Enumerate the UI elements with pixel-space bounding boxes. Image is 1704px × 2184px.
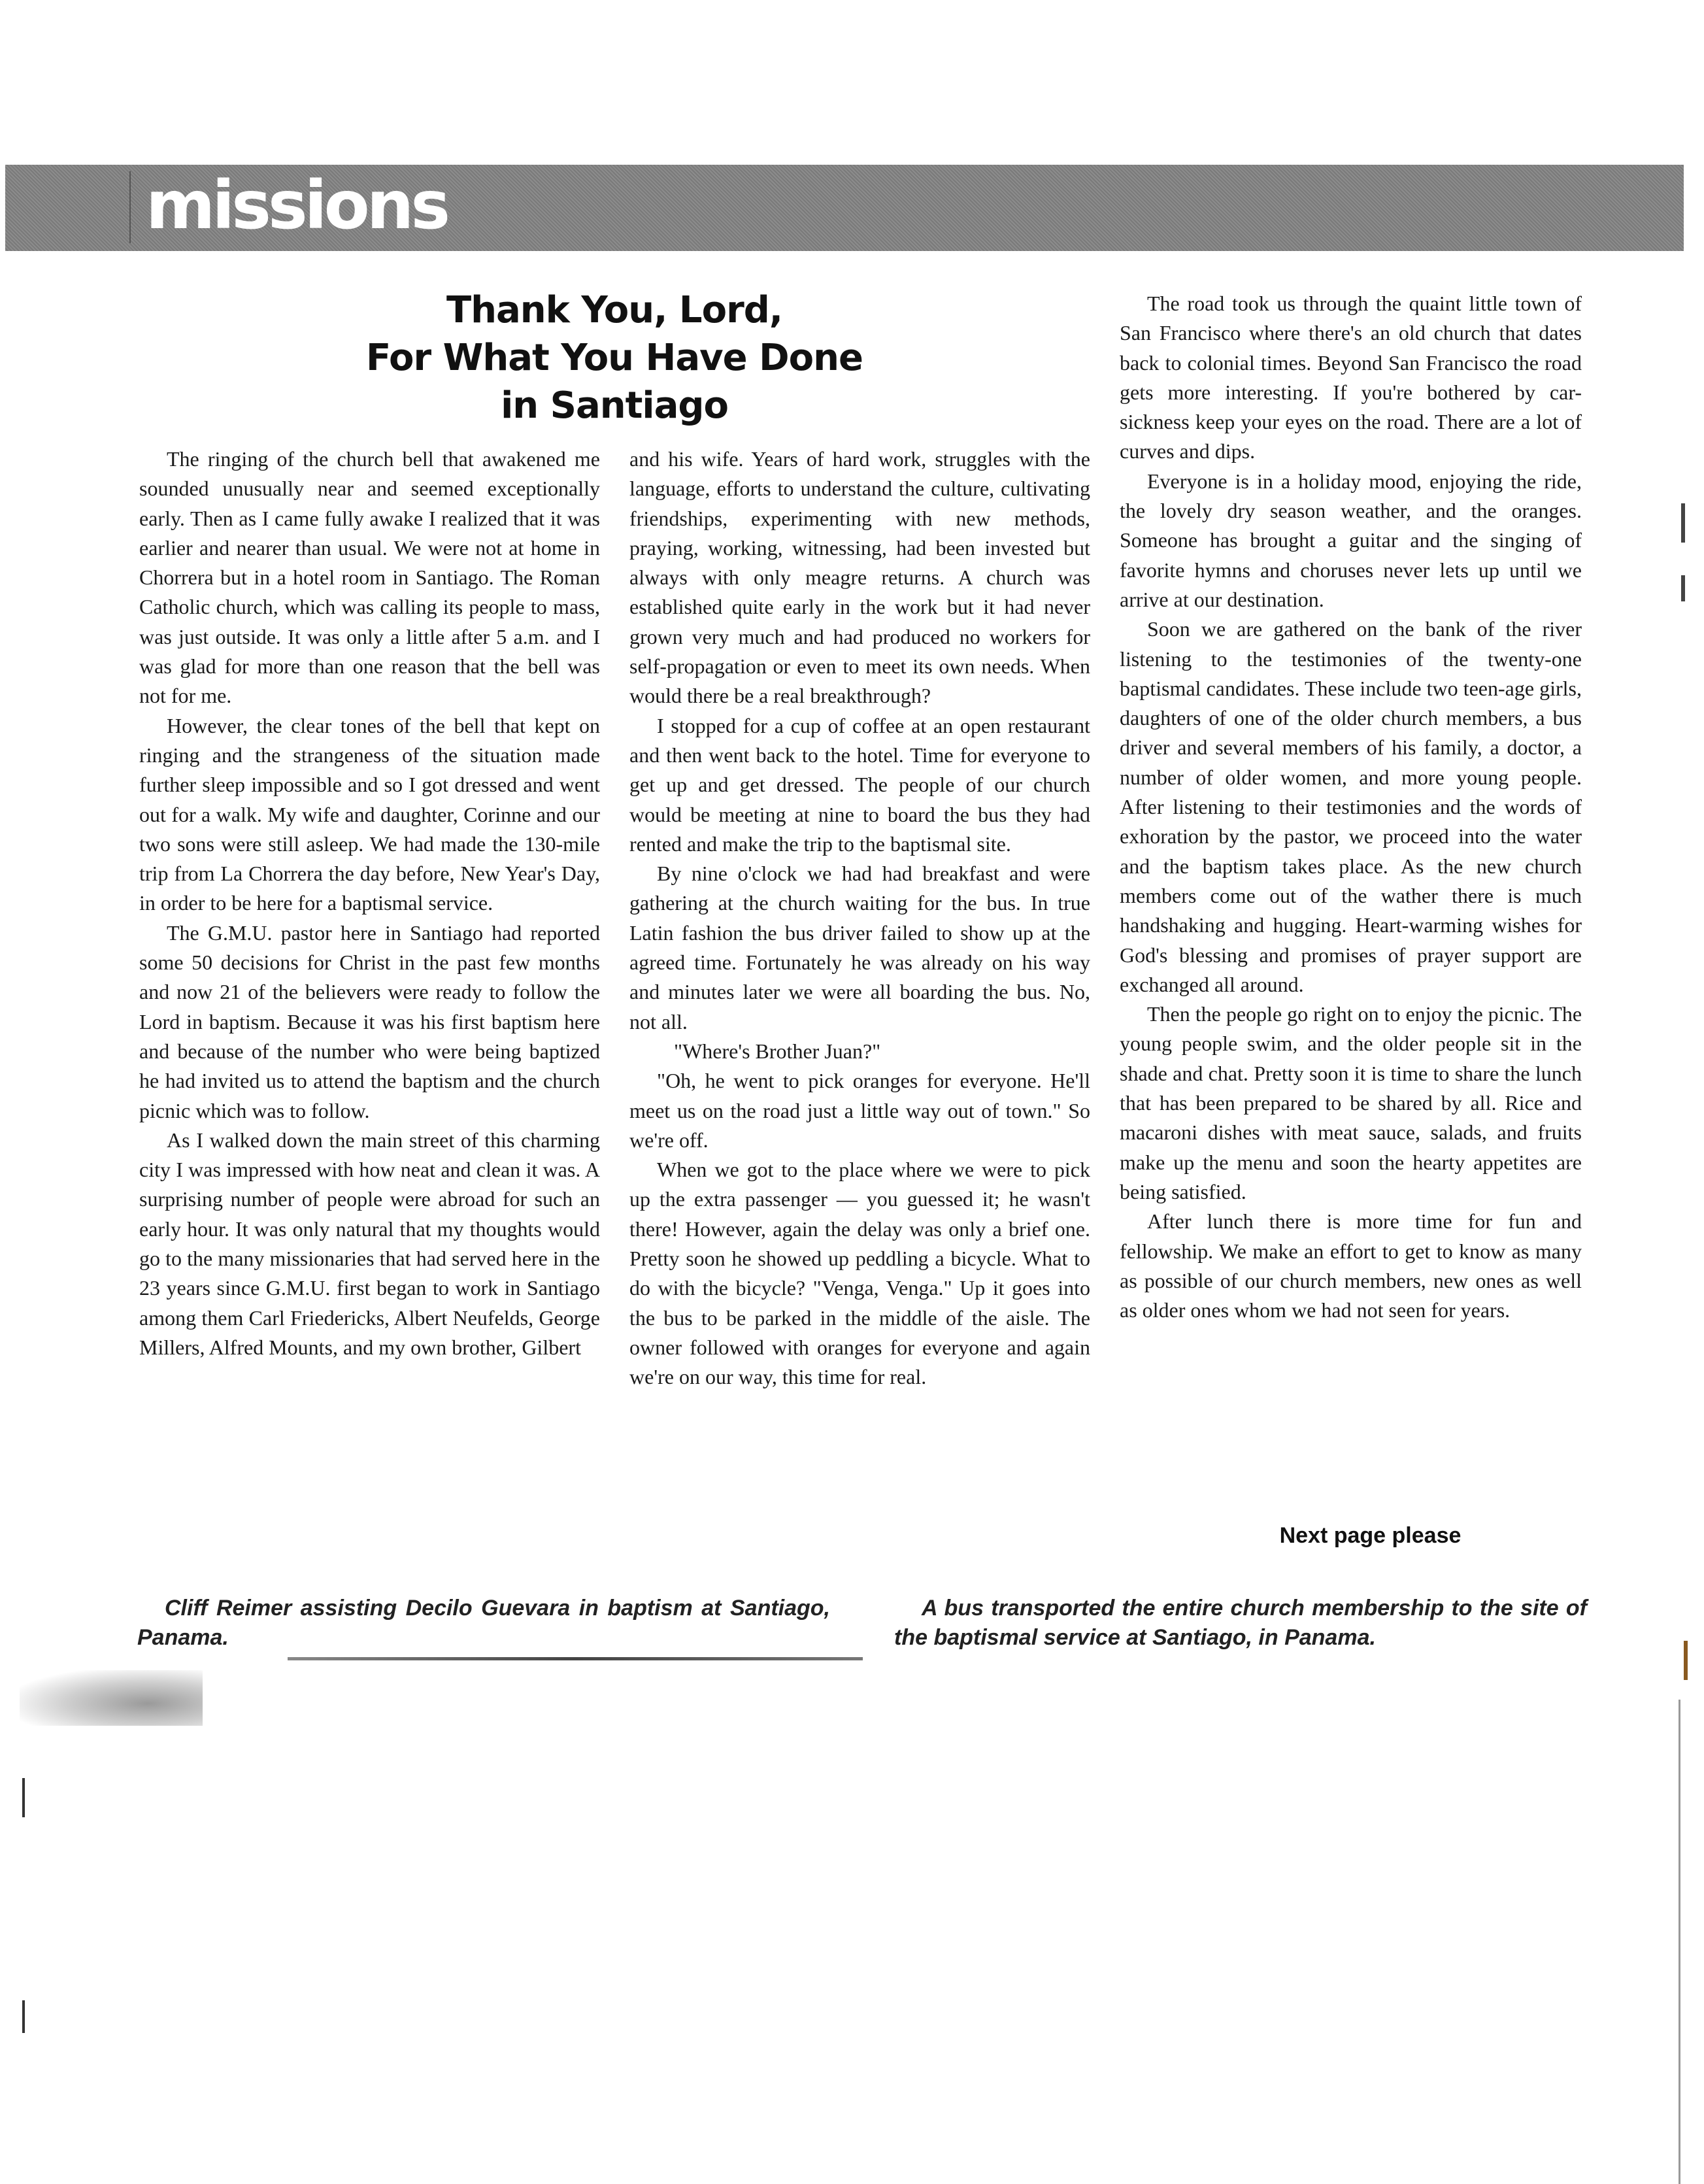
margin-mark: [1681, 503, 1685, 543]
article-title-line: For What You Have Done: [366, 337, 863, 379]
margin-mark: [1681, 575, 1685, 601]
section-header-band: [5, 165, 1684, 251]
paragraph: Soon we are gathered on the bank of the river listening to the testimonies of the twenty-one baptismal candidates. These include two teen-age girls, daughters of one of the older church members, a bus driver and several members of his family, a doctor, a number of older women, and more young people. After listening to their testimonies and the words of exhoration by the pastor, we proceed into the water and the baptism takes place. As the new church members come out of the wather there is much handshaking and hugging. Heart-warming wishes for God's blessing and promises of prayer support are exchanged all around.: [1120, 617, 1582, 996]
margin-mark: [1684, 1641, 1688, 1680]
paragraph: When we got to the place where we were to pick up the extra passenger — you guessed it; he wasn't there! However, again the delay was only a brief one. Pretty soon he showed up peddling a bicycle. What to do with the bicycle? "Venga, Venga." Up it goes into the bus to be parked in the middle of the aisle. The owner followed with oranges for everyone and again we're on our way, this time for real.: [629, 1158, 1090, 1389]
article-column-1: [139, 445, 600, 1362]
article-title-line: Thank You, Lord,: [446, 289, 783, 331]
paragraph: "Where's Brother Juan?": [674, 1039, 881, 1063]
article-title-line: in Santiago: [501, 384, 728, 427]
photo-edge: [288, 1657, 863, 1660]
paragraph: By nine o'clock we had had breakfast and were gathering at the church waiting for the bus. In true Latin fashion the bus driver failed to show up at the agreed time. Fortunately he was already on his way and minutes later we were all boarding the bus. No, not all.: [629, 862, 1090, 1033]
article-column-3: [1120, 289, 1582, 1325]
paragraph: Everyone is in a holiday mood, enjoying the ride, the lovely dry season weather, and the oranges. Someone has brought a guitar and the singing of favorite hymns and choruses never lets up until we arrive at our destination.: [1120, 469, 1582, 611]
photo-caption-left: Cliff Reimer assisting Decilo Guevara in baptism at Santiago, Panama.: [137, 1596, 830, 1650]
paragraph: The ringing of the church bell that awakened me sounded unusually near and seemed exceptionally early. Then as I came fully awake I realized that it was earlier and nearer than usual. We were not at home in Chorrera but in a hotel room in Santiago. The Roman Catholic church, which was calling its people to mass, was just outside. It was only a little after 5 a.m. and I was glad for more than one reason that the bell was not for me.: [139, 447, 600, 708]
page-edge-line: [1679, 1700, 1680, 2184]
paragraph: After lunch there is more time for fun and fellowship. We make an effort to get to know as many as possible of our church members, new ones as well as older ones whom we had not seen for years.: [1120, 1209, 1582, 1322]
paragraph: The G.M.U. pastor here in Santiago had reported some 50 decisions for Christ in the past few months and now 21 of the believers were ready to follow the Lord in baptism. Because it was his first baptism here and because of the number who were being baptized he had invited us to attend the baptism and the church picnic which was to follow.: [139, 920, 600, 1122]
photo-fragment: [20, 1670, 203, 1726]
margin-mark: [22, 2000, 25, 2033]
paragraph: Then the people go right on to enjoy the picnic. The young people swim, and the older people sit in the shade and chat. Pretty soon it is time to share the lunch that has been prepared to be shared by all. Rice and macaroni dishes with meat sauce, salads, and fruits make up the menu and soon the hearty appetites are being satisfied.: [1120, 1002, 1582, 1203]
paragraph: "Oh, he went to pick oranges for everyone. He'll meet us on the road just a little way out of town." So we're off.: [629, 1069, 1090, 1152]
next-page-note: Next page please: [1279, 1523, 1462, 1548]
paragraph: I stopped for a cup of coffee at an open restaurant and then went back to the hotel. Time for everyone to get up and get dressed. The people of our church would be meeting at nine to board the bus they had rented and make the trip to the baptismal site.: [629, 713, 1090, 856]
paragraph: and his wife. Years of hard work, struggles with the language, efforts to understand the culture, cultivating friendships, experimenting with new methods, praying, working, witnessing, had been invested but always with only meagre returns. A church was established quite early in the work but it had never grown very much and had produced no workers for self-propagation or even to meet its own needs. When would there be a real breakthrough?: [629, 447, 1090, 708]
margin-mark: [22, 1778, 25, 1817]
paragraph: However, the clear tones of the bell that kept on ringing and the strangeness of the situation made further sleep impossible and so I got dressed and went out for a walk. My wife and daughter, Corinne and our two sons were still asleep. We had made the 130-mile trip from La Chorrera the day before, New Year's Day, in order to be here for a baptismal service.: [139, 713, 600, 915]
photo-caption-right: A bus transported the entire church membership to the site of the baptismal service at Santiago, in Panama.: [894, 1596, 1587, 1650]
article-title: [353, 286, 876, 429]
article-column-2: [629, 445, 1090, 1392]
paragraph: As I walked down the main street of this charming city I was impressed with how neat and clean it was. A surprising number of people were abroad for such an early hour. It was only natural that my thoughts would go to the many missionaries that had served here in the 23 years since G.M.U. first began to work in Santiago among them Carl Friedericks, Albert Neufelds, George Millers, Alfred Mounts, and my own brother, Gilbert: [139, 1128, 600, 1359]
header-divider: [129, 171, 131, 243]
section-title: missions: [146, 167, 448, 244]
paragraph: The road took us through the quaint little town of San Francisco where there's an old church that dates back to colonial times. Beyond San Francisco the road gets more interesting. If you're bothered by car-sickness keep your eyes on the road. There are a lot of curves and dips.: [1120, 292, 1582, 463]
